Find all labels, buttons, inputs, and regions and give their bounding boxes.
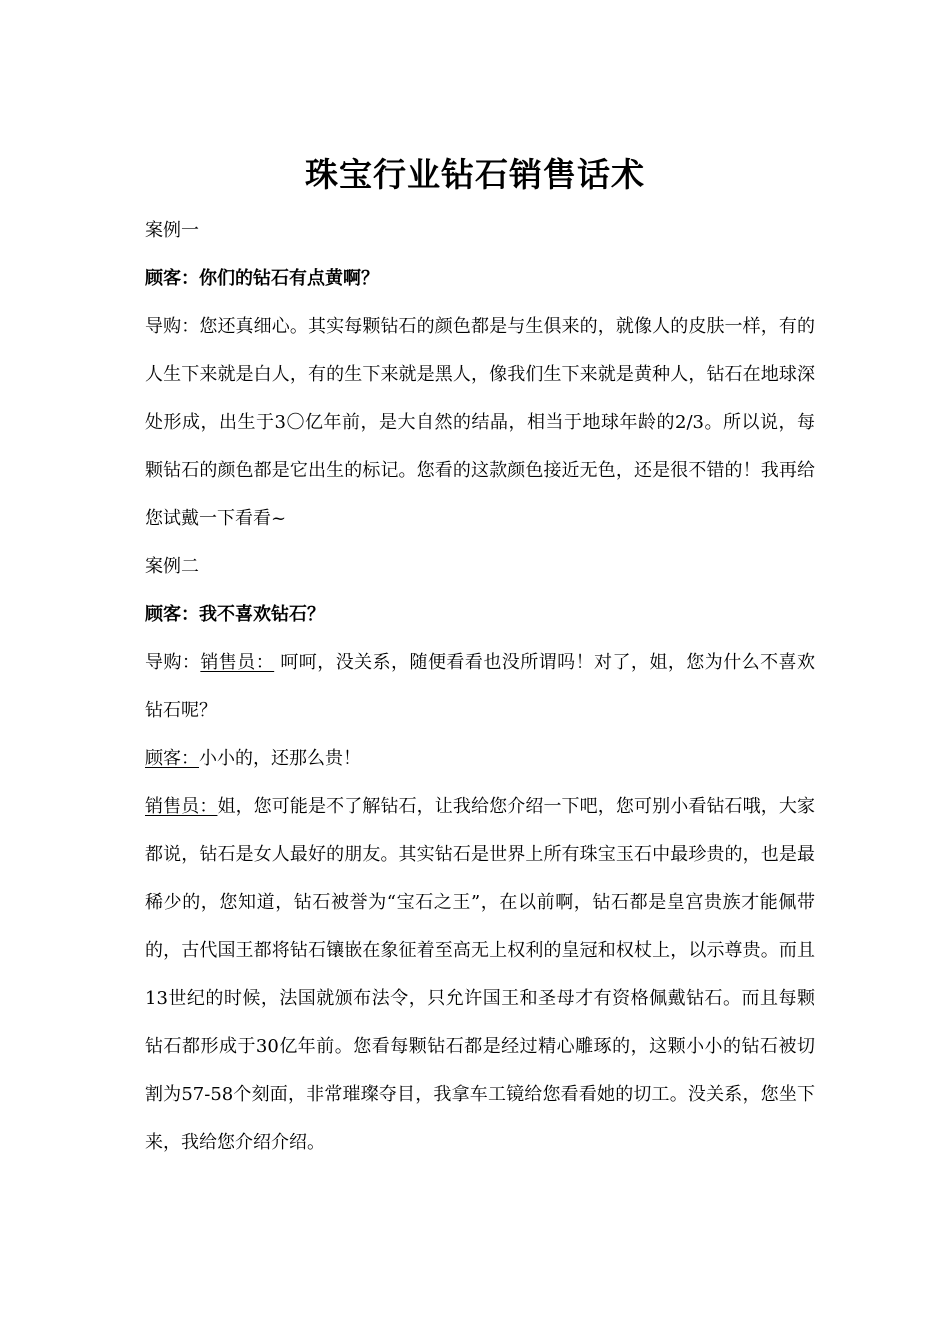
document-body — [145, 207, 815, 1167]
case-2-customer-question: 顾客：我不喜欢钻石？ — [145, 604, 325, 625]
customer-tag: 顾客： — [145, 748, 199, 769]
case-2-guide-reply — [145, 639, 815, 735]
case-1-label: 案例一 — [145, 220, 199, 241]
page-title: 珠宝行业钻石销售话术 — [305, 155, 645, 195]
case-1-customer-question: 顾客：你们的钻石有点黄啊？ — [145, 268, 379, 289]
seller-tag: 销售员： — [145, 796, 218, 817]
case-2-customer-reply — [145, 735, 815, 783]
case-2-seller-explanation — [145, 783, 815, 1167]
case-2-label: 案例二 — [145, 556, 199, 577]
guide-reply-text: 呵呵，没关系，随便看看也没所谓吗！对了，姐，您为什么不喜欢钻石呢？ — [145, 652, 816, 721]
case-1-guide-answer: 导购：您还真细心。其实每颗钻石的颜色都是与生俱来的，就像人的皮肤一样，有的人生下来就是白人，有的生下来就是黑人，像我们生下来就是黄种人，钻石在地球深处形成，出生于3〇亿年前，是大自然的结晶，相当于地球年龄的2/3。所以说，每颗钻石的颜色都是它出生的标记。您看的这款颜色接近无色，还是很不错的！我再给您试戴一下看看~ — [145, 316, 815, 529]
guide-prefix: 导购： — [145, 652, 201, 673]
customer-reply-text: 小小的，还那么贵！ — [199, 748, 361, 769]
seller-explanation-text: 姐，您可能是不了解钻石，让我给您介绍一下吧，您可别小看钻石哦，大家都说，钻石是女人最好的朋友。其实钻石是世界上所有珠宝玉石中最珍贵的，也是最稀少的，您知道，钻石被誉为“宝石之王”，在以前啊，钻石都是皇宫贵族才能佩带的，古代国王都将钻石镶嵌在象征着至高无上权利的皇冠和权杖上，以示尊贵。而且13世纪的时候，法国就颁布法令，只允许国王和圣母才有资格佩戴钻石。而且每颗钻石都形成于30亿年前。您看每颗钻石都是经过精心雕琢的，这颗小小的钻石被切割为57-58个刻面，非常璀璨夺目，我拿车工镜给您看看她的切工。没关系，您坐下来，我给您介绍介绍。 — [145, 796, 816, 1153]
seller-tag: 销售员： — [200, 652, 275, 673]
